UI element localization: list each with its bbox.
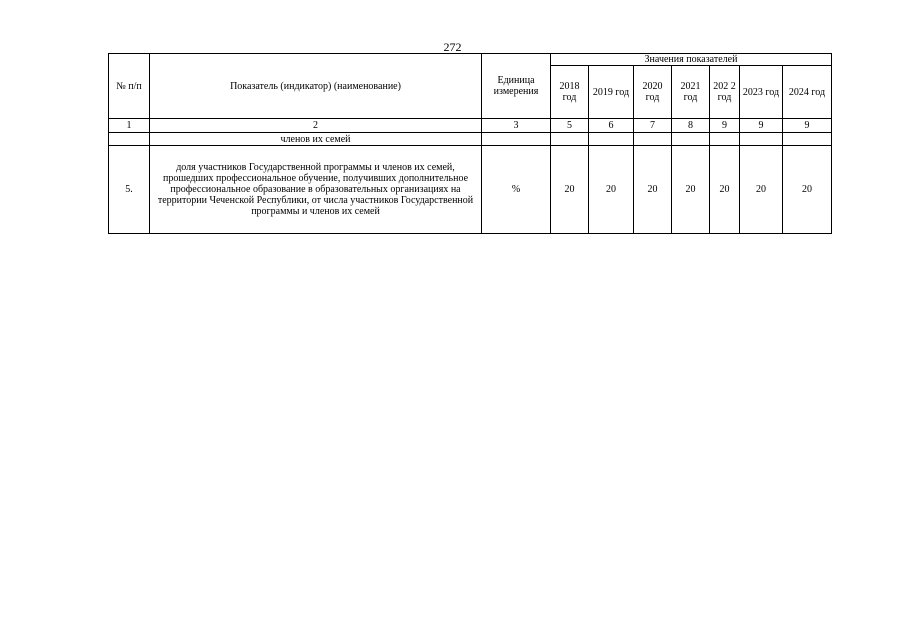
header-row <box>109 54 832 66</box>
indicators-table <box>108 53 832 234</box>
column-number: 7 <box>634 119 672 133</box>
row-value-2023: 20 <box>740 146 783 234</box>
column-number: 9 <box>783 119 832 133</box>
continuation-cell <box>589 133 634 146</box>
header-indicator: Показатель (индикатор) (наименование) <box>150 54 482 119</box>
continuation-cell <box>740 133 783 146</box>
continuation-cell <box>710 133 740 146</box>
header-year-2022: 202 2 год <box>710 66 740 119</box>
continuation-num <box>109 133 150 146</box>
header-year-2018: 2018 год <box>551 66 589 119</box>
continuation-cell <box>482 133 551 146</box>
header-year-2024: 2024 год <box>783 66 832 119</box>
page-number: 272 <box>443 40 462 54</box>
column-number: 5 <box>551 119 589 133</box>
column-number-row <box>109 119 832 133</box>
header-year-2021: 2021 год <box>672 66 710 119</box>
continuation-row <box>109 133 832 146</box>
row-value-2022: 20 <box>710 146 740 234</box>
continuation-cell <box>551 133 589 146</box>
row-value-2020: 20 <box>634 146 672 234</box>
table-row <box>109 146 832 234</box>
header-year-2019: 2019 год <box>589 66 634 119</box>
continuation-indicator: членов их семей <box>150 133 482 146</box>
row-value-2024: 20 <box>783 146 832 234</box>
continuation-cell <box>634 133 672 146</box>
column-number: 6 <box>589 119 634 133</box>
row-value-2018: 20 <box>551 146 589 234</box>
row-num: 5. <box>109 146 150 234</box>
header-num: № п/п <box>109 54 150 119</box>
continuation-cell <box>672 133 710 146</box>
header-values: Значения показателей <box>551 54 832 66</box>
column-number: 3 <box>482 119 551 133</box>
row-indicator: доля участников Государственной программы и членов их семей, прошедших профессиональное обучение, получивших дополнительное профессиональное образование в образовательных организациях на территории Чеченской Республики, от числа участников Государственной программы и членов их семей <box>150 146 482 234</box>
column-number: 2 <box>150 119 482 133</box>
header-year-2023: 2023 год <box>740 66 783 119</box>
row-value-2019: 20 <box>589 146 634 234</box>
header-unit: Единица измерения <box>482 54 551 119</box>
column-number: 9 <box>710 119 740 133</box>
column-number: 8 <box>672 119 710 133</box>
column-number: 9 <box>740 119 783 133</box>
continuation-cell <box>783 133 832 146</box>
column-number: 1 <box>109 119 150 133</box>
header-year-2020: 2020 год <box>634 66 672 119</box>
row-unit: % <box>482 146 551 234</box>
row-value-2021: 20 <box>672 146 710 234</box>
